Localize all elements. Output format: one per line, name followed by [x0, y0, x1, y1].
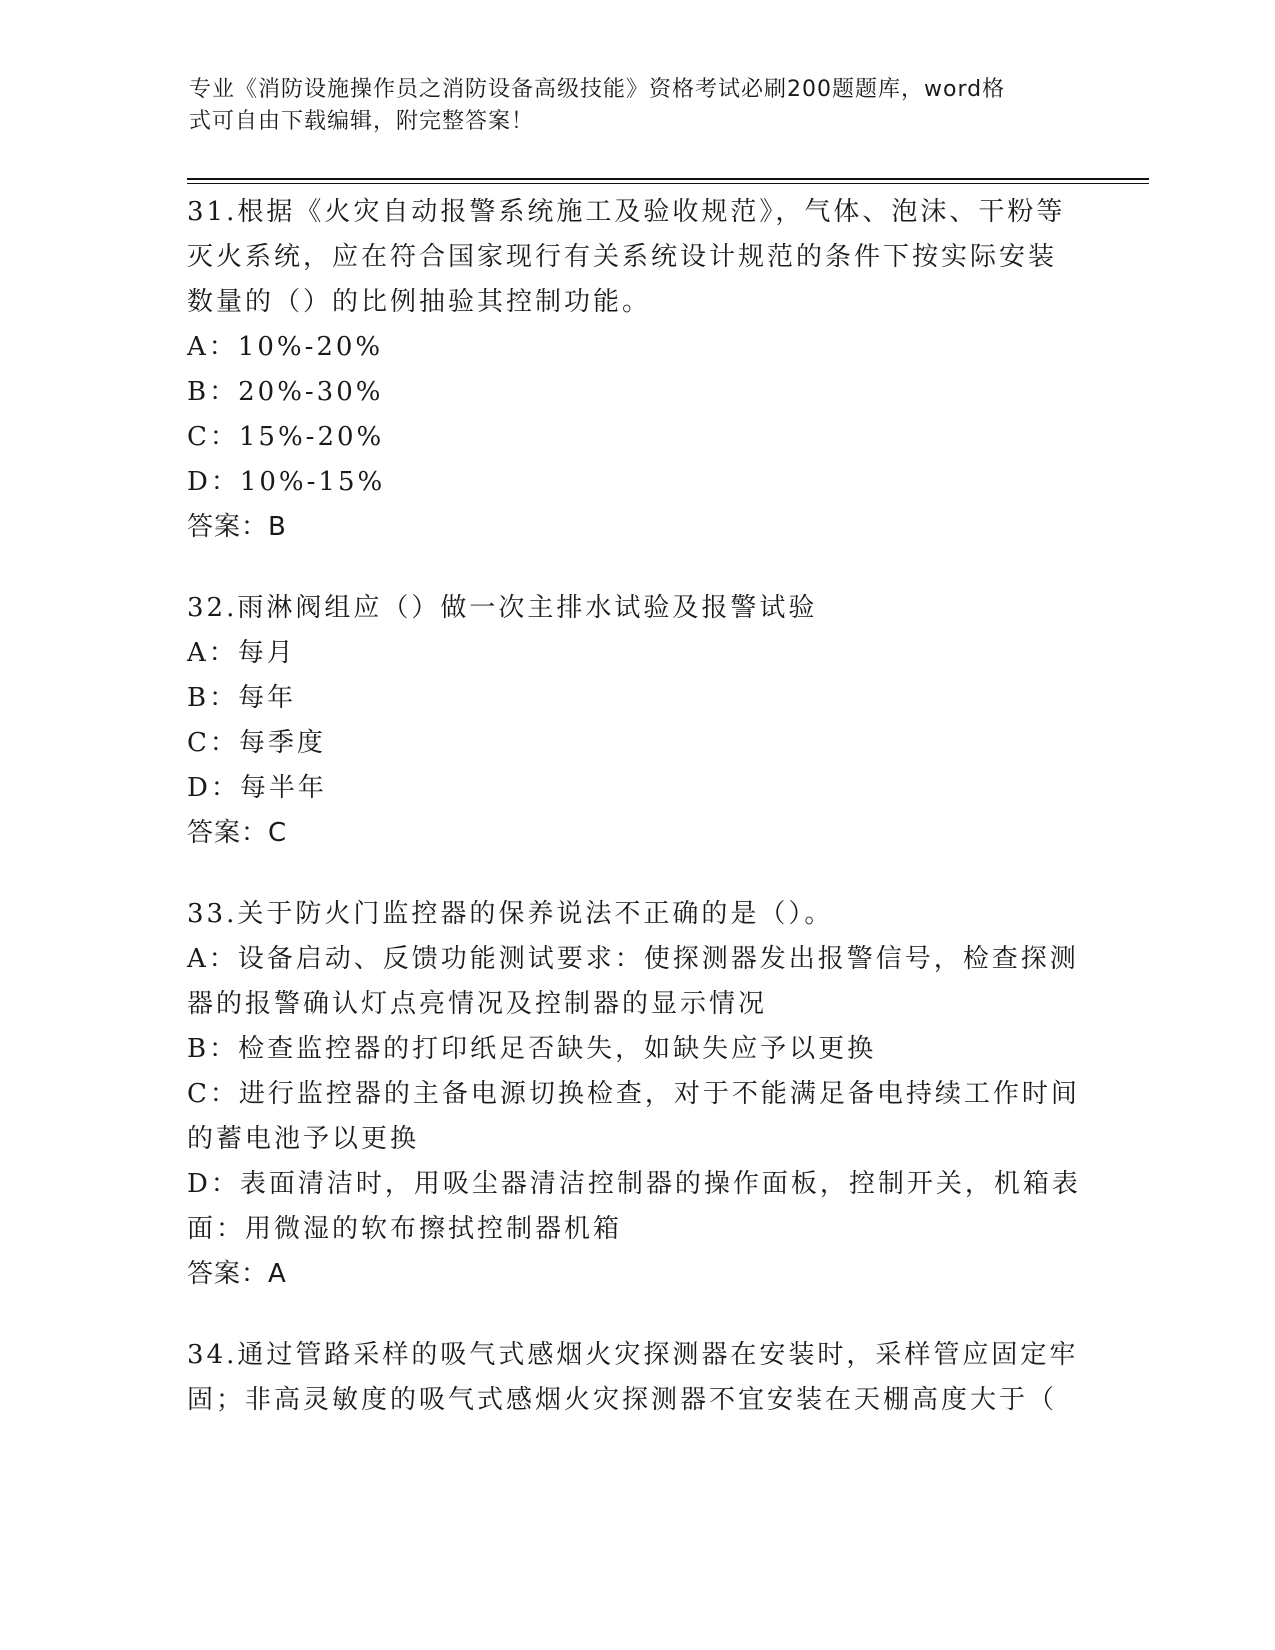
question-34 — [187, 1333, 1087, 1423]
option-c: C：每季度 — [187, 728, 326, 758]
option-a-continued: 器的报警确认灯点亮情况及控制器的显示情况 — [187, 989, 768, 1019]
header-line-1: 专业《消防设施操作员之消防设备高级技能》资格考试必刷200题题库，word格 — [189, 77, 1006, 102]
option-c: C：15%-20% — [187, 422, 385, 452]
option-d: D：表面清洁时，用吸尘器清洁控制器的操作面板，控制开关，机箱表 — [187, 1169, 1081, 1199]
option-b: B：检查监控器的打印纸足否缺失，如缺失应予以更换 — [187, 1034, 877, 1064]
question-31 — [187, 190, 1087, 550]
question-32 — [187, 586, 1087, 856]
question-stem-line: 固；非高灵敏度的吸气式感烟火灾探测器不宜安装在天棚高度大于（ — [187, 1385, 1058, 1415]
question-stem-line: 灭火系统，应在符合国家现行有关系统设计规范的条件下按实际安装 — [187, 242, 1058, 272]
option-a: A：设备启动、反馈功能测试要求：使探测器发出报警信号，检查探测 — [187, 944, 1079, 974]
option-c: C：进行监控器的主备电源切换检查，对于不能满足备电持续工作时间 — [187, 1079, 1080, 1109]
answer: 答案：B — [187, 512, 287, 542]
question-stem-line: 数量的（）的比例抽验其控制功能。 — [187, 287, 652, 317]
option-a: A：每月 — [187, 638, 296, 668]
option-d-continued: 面：用微湿的软布擦拭控制器机箱 — [187, 1214, 623, 1244]
question-stem-line: 34.通过管路采样的吸气式感烟火灾探测器在安装时，采样管应固定牢 — [187, 1340, 1079, 1370]
option-b: B：每年 — [187, 683, 297, 713]
page-header — [189, 74, 1069, 138]
option-c-continued: 的蓄电池予以更换 — [187, 1124, 420, 1154]
question-stem-line: 33.关于防火门监控器的保养说法不正确的是（）。 — [187, 899, 834, 929]
option-d: D：10%-15% — [187, 467, 386, 497]
question-list — [187, 190, 1087, 1423]
header-rule-thin — [187, 183, 1149, 184]
question-33 — [187, 892, 1087, 1297]
question-stem-line: 31.根据《火灾自动报警系统施工及验收规范》，气体、泡沫、干粉等 — [187, 197, 1066, 227]
answer: 答案：A — [187, 1259, 287, 1289]
option-b: B：20%-30% — [187, 377, 384, 407]
question-stem-line: 32.雨淋阀组应（）做一次主排水试验及报警试验 — [187, 593, 818, 623]
option-a: A：10%-20% — [187, 332, 384, 362]
answer: 答案：C — [187, 818, 288, 848]
option-d: D：每半年 — [187, 773, 327, 803]
header-line-2: 式可自由下载编辑，附完整答案！ — [189, 109, 535, 134]
header-rule-thick — [187, 178, 1149, 180]
